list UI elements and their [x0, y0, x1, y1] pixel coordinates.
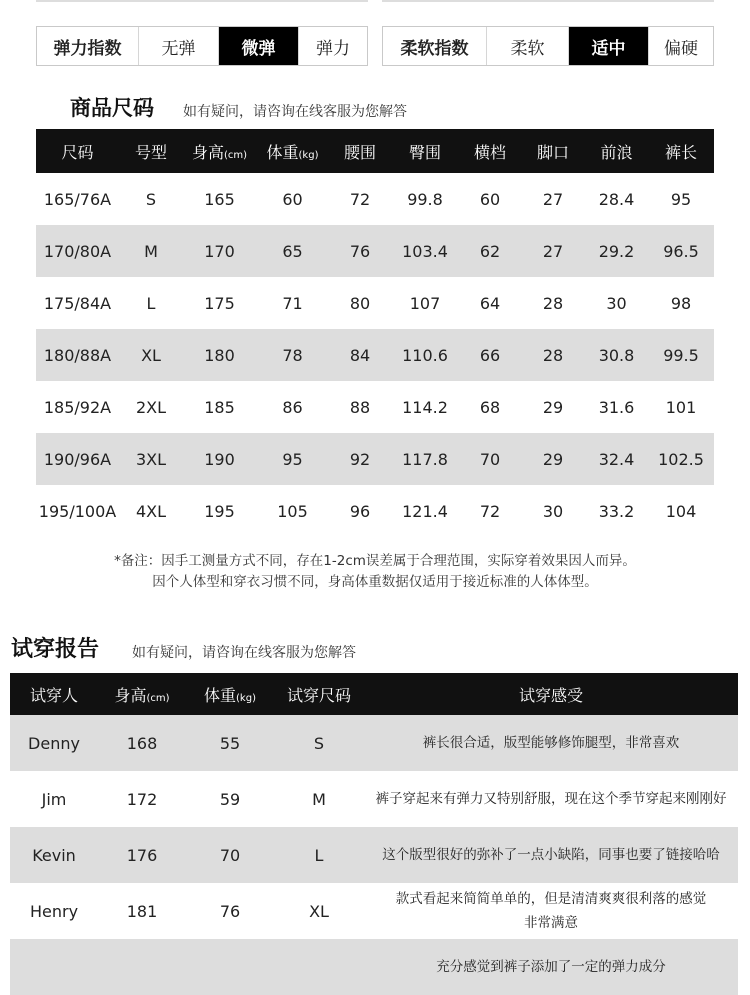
softness-indicator	[382, 26, 714, 66]
header-size: 尺码	[36, 129, 119, 173]
header-tester: 试穿人	[10, 673, 98, 715]
feedback-line-2: 非常满意	[524, 915, 578, 931]
table-cell: 170/80A	[36, 225, 119, 277]
elasticity-option-none: 无弹	[139, 27, 219, 65]
table-cell: 60	[256, 173, 329, 225]
trial-cell-weight: 70	[186, 827, 274, 883]
table-cell: 101	[648, 381, 714, 433]
table-cell: 190/96A	[36, 433, 119, 485]
table-cell: 65	[256, 225, 329, 277]
size-section-subtitle: 如有疑问，请咨询在线客服为您解答	[183, 104, 407, 120]
feedback-line: 裤长很合适，版型能够修饰腿型，非常喜欢	[422, 735, 680, 751]
feedback-line: 裤子穿起来有弹力又特别舒服，现在这个季节穿起来刚刚好	[375, 791, 727, 807]
table-cell: L	[119, 277, 183, 329]
table-row	[10, 827, 738, 883]
table-row	[36, 485, 714, 537]
table-cell: 170	[183, 225, 256, 277]
table-cell: 2XL	[119, 381, 183, 433]
table-cell: 30.8	[585, 329, 648, 381]
table-cell: 70	[459, 433, 521, 485]
elasticity-option-slight: 微弹	[219, 27, 299, 65]
table-cell: 195	[183, 485, 256, 537]
table-cell: 96.5	[648, 225, 714, 277]
trial-cell-name: Jim	[10, 771, 98, 827]
header-front-rise: 前浪	[585, 129, 648, 173]
table-cell: 99.8	[391, 173, 459, 225]
feedback-line: 款式看起来简简单单的，但是清清爽爽很利落的感觉	[395, 891, 707, 907]
trial-cell-size: S	[274, 715, 364, 771]
table-cell: 102.5	[648, 433, 714, 485]
feedback-line: 充分感觉到裤子添加了一定的弹力成分	[436, 959, 666, 975]
table-cell: 98	[648, 277, 714, 329]
table-row	[10, 939, 738, 995]
table-cell: 33.2	[585, 485, 648, 537]
table-cell: 95	[648, 173, 714, 225]
elasticity-indicator	[36, 26, 368, 66]
table-row	[36, 433, 714, 485]
table-cell: 165/76A	[36, 173, 119, 225]
header-length: 裤长	[648, 129, 714, 173]
trial-cell-weight: 59	[186, 771, 274, 827]
table-cell: 28	[521, 329, 585, 381]
table-cell: 27	[521, 173, 585, 225]
table-cell: 60	[459, 173, 521, 225]
header-height: 身高(cm)	[183, 129, 256, 173]
header-tester-weight: 体重(kg)	[186, 673, 274, 715]
trial-table	[10, 673, 738, 995]
table-row	[36, 173, 714, 225]
elasticity-option-stretch: 弹力	[316, 38, 350, 59]
table-cell: 88	[329, 381, 391, 433]
table-row	[36, 225, 714, 277]
trial-cell-size	[274, 939, 364, 995]
trial-cell-name: Denny	[10, 715, 98, 771]
table-cell: 110.6	[391, 329, 459, 381]
softness-label: 柔软指数	[383, 27, 487, 65]
table-cell: 185/92A	[36, 381, 119, 433]
softness-option-medium: 适中	[569, 27, 649, 65]
table-cell: 30	[521, 485, 585, 537]
table-row	[10, 715, 738, 771]
trial-table-header	[10, 673, 738, 715]
trial-cell-height: 176	[98, 827, 186, 883]
trial-cell-height	[98, 939, 186, 995]
table-cell: 104	[648, 485, 714, 537]
top-divider-left	[36, 0, 368, 2]
table-cell: 4XL	[119, 485, 183, 537]
size-table-header	[36, 129, 714, 173]
table-cell: 180/88A	[36, 329, 119, 381]
trial-cell-height: 181	[98, 883, 186, 939]
header-thigh: 横档	[459, 129, 521, 173]
header-trial-size: 试穿尺码	[274, 673, 364, 715]
header-feedback: 试穿感受	[364, 673, 738, 715]
table-cell: 80	[329, 277, 391, 329]
table-cell: 107	[391, 277, 459, 329]
trial-cell-feedback	[364, 939, 738, 995]
trial-cell-size: M	[274, 771, 364, 827]
size-table	[36, 129, 714, 537]
softness-option-hard: 偏硬	[664, 38, 698, 59]
table-cell: 72	[329, 173, 391, 225]
feedback-line: 这个版型很好的弥补了一点小缺陷，同事也要了链接哈哈	[382, 847, 720, 863]
table-cell: 76	[329, 225, 391, 277]
table-cell: 105	[256, 485, 329, 537]
table-cell: 64	[459, 277, 521, 329]
table-cell: 66	[459, 329, 521, 381]
header-weight: 体重(kg)	[256, 129, 329, 173]
table-cell: 78	[256, 329, 329, 381]
table-cell: 165	[183, 173, 256, 225]
table-row	[10, 771, 738, 827]
header-tester-height: 身高(cm)	[98, 673, 186, 715]
table-cell: XL	[119, 329, 183, 381]
size-section-title: 商品尺码	[70, 96, 154, 120]
table-cell: 30	[585, 277, 648, 329]
header-model: 号型	[119, 129, 183, 173]
table-cell: 175	[183, 277, 256, 329]
trial-section-title: 试穿报告	[11, 637, 100, 662]
trial-cell-size: XL	[274, 883, 364, 939]
table-cell: 180	[183, 329, 256, 381]
trial-cell-name: Kevin	[10, 827, 98, 883]
table-cell: 31.6	[585, 381, 648, 433]
table-cell: 32.4	[585, 433, 648, 485]
trial-cell-weight	[186, 939, 274, 995]
table-cell: M	[119, 225, 183, 277]
header-hip: 臀围	[391, 129, 459, 173]
table-row	[36, 381, 714, 433]
table-cell: 103.4	[391, 225, 459, 277]
table-cell: 86	[256, 381, 329, 433]
table-cell: 71	[256, 277, 329, 329]
table-cell: 117.8	[391, 433, 459, 485]
trial-cell-size: L	[274, 827, 364, 883]
trial-cell-name: Henry	[10, 883, 98, 939]
trial-section-subtitle: 如有疑问，请咨询在线客服为您解答	[132, 645, 356, 661]
table-row	[10, 883, 738, 939]
softness-option-soft: 柔软	[487, 27, 569, 65]
measurement-note-line2: 因个人体型和穿衣习惯不同，身高体重数据仅适用于接近标准的人体体型。	[152, 574, 598, 590]
header-leg-opening: 脚口	[521, 129, 585, 173]
table-cell: 190	[183, 433, 256, 485]
table-cell: 62	[459, 225, 521, 277]
table-row	[36, 277, 714, 329]
table-cell: 72	[459, 485, 521, 537]
trial-cell-weight: 55	[186, 715, 274, 771]
table-cell: 29	[521, 381, 585, 433]
trial-cell-feedback	[364, 883, 738, 939]
table-cell: 92	[329, 433, 391, 485]
table-cell: 195/100A	[36, 485, 119, 537]
trial-cell-feedback	[364, 715, 738, 771]
table-cell: 68	[459, 381, 521, 433]
table-cell: 114.2	[391, 381, 459, 433]
table-cell: 99.5	[648, 329, 714, 381]
table-cell: S	[119, 173, 183, 225]
table-cell: 27	[521, 225, 585, 277]
table-cell: 29.2	[585, 225, 648, 277]
table-cell: 121.4	[391, 485, 459, 537]
measurement-note-line1: *备注：因手工测量方式不同，存在1-2cm误差属于合理范围，实际穿着效果因人而异。	[114, 553, 636, 569]
trial-cell-name	[10, 939, 98, 995]
table-cell: 175/84A	[36, 277, 119, 329]
header-waist: 腰围	[329, 129, 391, 173]
trial-cell-height: 168	[98, 715, 186, 771]
table-cell: 29	[521, 433, 585, 485]
trial-cell-height: 172	[98, 771, 186, 827]
table-cell: 96	[329, 485, 391, 537]
table-cell: 28.4	[585, 173, 648, 225]
elasticity-label: 弹力指数	[37, 27, 139, 65]
table-row	[36, 329, 714, 381]
trial-cell-feedback	[364, 827, 738, 883]
table-cell: 95	[256, 433, 329, 485]
table-cell: 3XL	[119, 433, 183, 485]
top-divider-right	[382, 0, 714, 2]
table-cell: 185	[183, 381, 256, 433]
trial-cell-weight: 76	[186, 883, 274, 939]
trial-cell-feedback	[364, 771, 738, 827]
table-cell: 28	[521, 277, 585, 329]
table-cell: 84	[329, 329, 391, 381]
